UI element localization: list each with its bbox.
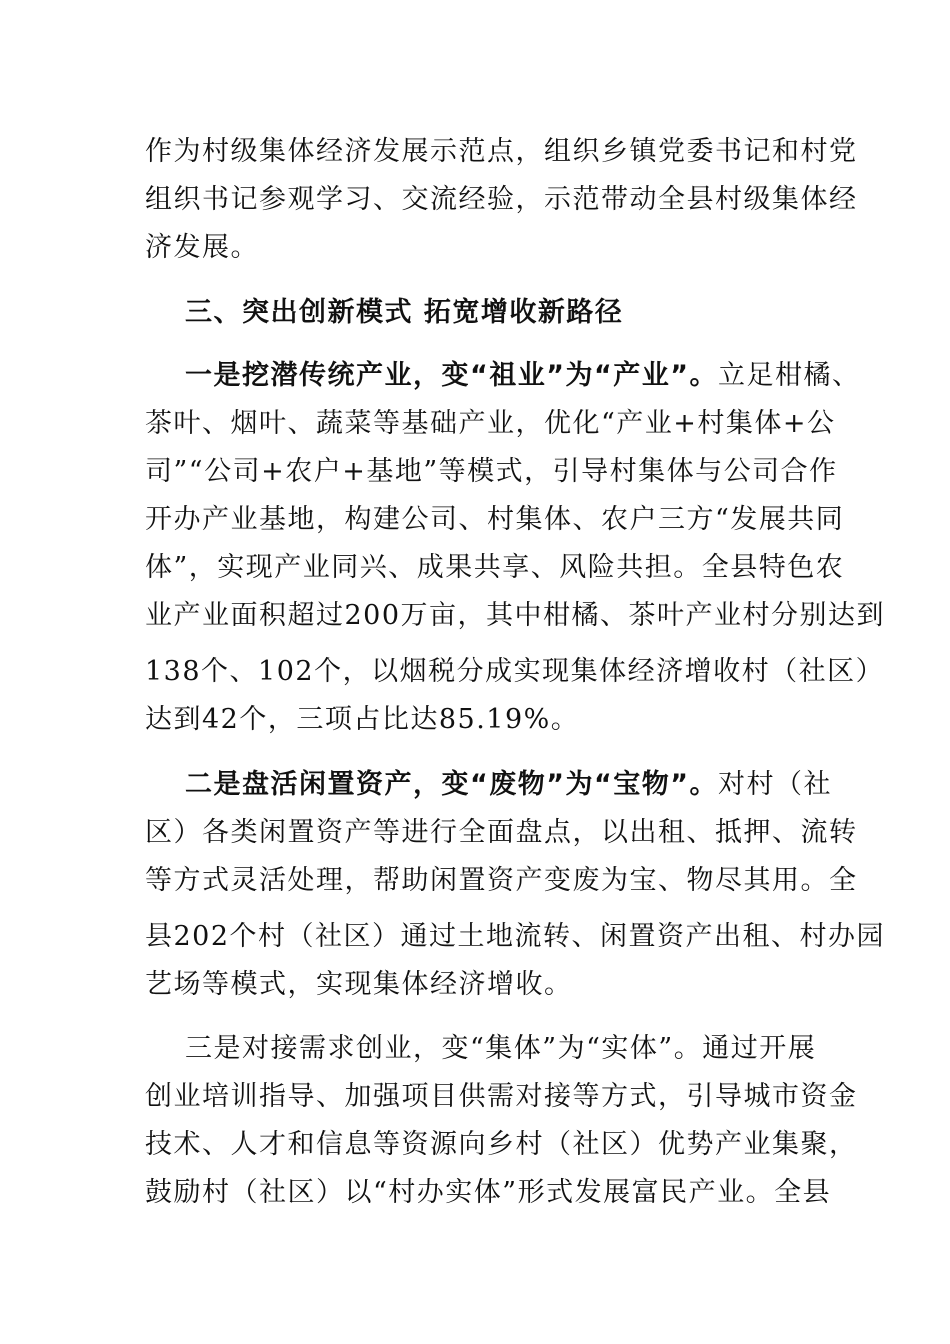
text-line: 司”“公司+农户+基地”等模式，引导村集体与公司合作 [145, 456, 838, 487]
paragraph-lead: 二是盘活闲置资产，变“废物”为“宝物”。 [185, 769, 718, 800]
paragraph-first-line: 三是对接需求创业，变“集体”为“实体”。通过开展 [185, 1033, 817, 1064]
paragraph-text: 立足柑橘、 [717, 360, 861, 391]
text-line: 鼓励村（社区）以“村办实体”形式发展富民产业。全县 [145, 1177, 832, 1208]
paragraph-first-line [185, 769, 832, 801]
paragraph-text: 对村（社 [717, 769, 832, 800]
text-line: 茶叶、烟叶、蔬菜等基础产业，优化“产业+村集体+公 [145, 408, 836, 439]
text-line: 济发展。 [145, 232, 259, 263]
text-line: 138个、102个，以烟税分成实现集体经济增收村（社区） [145, 656, 885, 687]
paragraph-lead: 一是挖潜传统产业，变“祖业”为“产业”。 [185, 360, 718, 391]
text-line: 开办产业基地，构建公司、村集体、农户三方“发展共同 [145, 504, 845, 535]
text-line: 业产业面积超过200万亩，其中柑橘、茶叶产业村分别达到 [145, 600, 886, 631]
text-line: 体”，实现产业同兴、成果共享、风险共担。全县特色农 [145, 552, 845, 583]
text-line: 技术、人才和信息等资源向乡村（社区）优势产业集聚， [145, 1129, 858, 1160]
paragraph-first-line [185, 360, 860, 392]
section-heading: 三、突出创新模式 拓宽增收新路径 [185, 297, 624, 328]
text-line: 等方式灵活处理，帮助闲置资产变废为宝、物尽其用。全 [145, 865, 858, 896]
text-line: 组织书记参观学习、交流经验，示范带动全县村级集体经 [145, 184, 858, 215]
text-line: 作为村级集体经济发展示范点，组织乡镇党委书记和村党 [145, 136, 858, 167]
text-line: 县202个村（社区）通过土地流转、闲置资产出租、村办园 [145, 921, 886, 952]
text-line: 达到42个，三项占比达85.19%。 [145, 704, 580, 735]
text-line: 创业培训指导、加强项目供需对接等方式，引导城市资金 [145, 1081, 858, 1112]
text-line: 区）各类闲置资产等进行全面盘点，以出租、抵押、流转 [145, 817, 858, 848]
text-line: 艺场等模式，实现集体经济增收。 [145, 969, 573, 1000]
